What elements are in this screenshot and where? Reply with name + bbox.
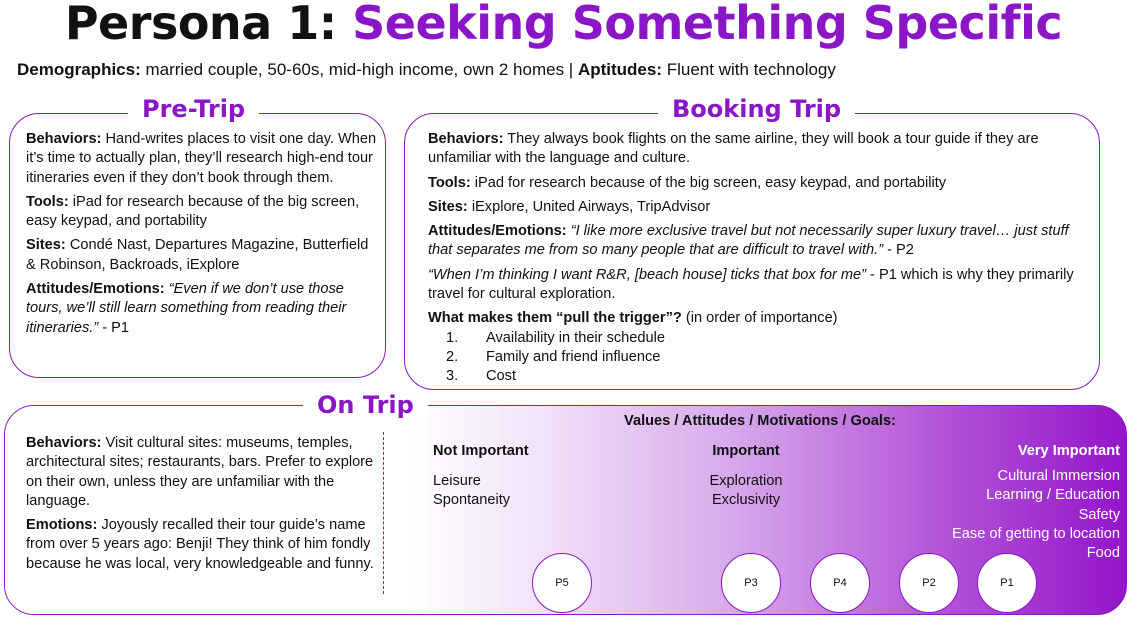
- booking-attitudes: Attitudes/Emotions: “I like more exclusive travel but not necessarily super luxury travel… just stuff that separates me from so many people that are difficult to travel with.” - P2: [428, 223, 1069, 259]
- booking-trigger: What makes them “pull the trigger”? (in order of importance): [428, 310, 838, 327]
- value-item: Safety: [1078, 506, 1120, 523]
- demographics-label: Demographics:: [17, 60, 141, 79]
- not-important-list: [433, 472, 510, 511]
- pre-trip-content: [26, 130, 378, 343]
- trigger-item: 1. Availability in their schedule: [446, 329, 666, 346]
- divider-dashed: [383, 432, 384, 594]
- participant-circle-p1: P1: [977, 553, 1037, 613]
- trigger-item: 3. Cost: [446, 368, 517, 385]
- booking-trip-title: Booking Trip: [658, 95, 855, 123]
- participant-circle-p2: P2: [899, 553, 959, 613]
- value-item: Cultural Immersion: [997, 468, 1120, 484]
- value-item: Exploration: [709, 473, 783, 489]
- title-accent: Seeking Something Specific: [352, 0, 1063, 50]
- participant-circle-p5: P5: [532, 553, 592, 613]
- page-title: [0, 0, 1127, 50]
- participant-circle-p3: P3: [721, 553, 781, 613]
- on-trip-behaviors: Behaviors: Visit cultural sites: museums, temples, architectural sites; restaurants, bars. Prefer to explore on their own, unless they are unfamiliar with the language.: [26, 435, 374, 509]
- value-item: Exclusivity: [711, 492, 781, 509]
- important-heading: Important: [712, 443, 780, 459]
- pre-trip-sites: Sites: Condé Nast, Departures Magazine, Butterfield & Robinson, Backroads, iExplore: [26, 237, 369, 273]
- demographics-value: married couple, 50-60s, mid-high income, own 2 homes |: [145, 60, 574, 79]
- aptitudes-value: Fluent with technology: [666, 60, 836, 79]
- pre-trip-attitudes: Attitudes/Emotions: “Even if we don’t use those tours, we’ll still learn something from reading their itineraries.” - P1: [26, 281, 347, 336]
- title-prefix: Persona 1:: [64, 0, 337, 50]
- trigger-item: 2. Family and friend influence: [446, 348, 661, 365]
- booking-tools: Tools: iPad for research because of the big screen, easy keypad, and portability: [428, 174, 947, 191]
- on-trip-content: [26, 434, 376, 579]
- booking-behaviors: Behaviors: They always book flights on the same airline, they will book a tour guide if they are unfamiliar with the language and culture.: [428, 131, 1039, 167]
- on-trip-title: On Trip: [303, 391, 428, 419]
- very-important-heading: Very Important: [1017, 443, 1120, 459]
- pre-trip-tools: Tools: iPad for research because of the big screen, easy keypad, and portability: [26, 193, 360, 230]
- aptitudes-label: Aptitudes:: [577, 60, 662, 79]
- very-important-list: [952, 467, 1120, 563]
- on-trip-emotions: Emotions: Joyously recalled their tour guide’s name from over 5 years ago: Benji! They think of him fondly because he was local, very knowledgeable and funny.: [26, 517, 374, 572]
- values-title: Values / Attitudes / Motivations / Goals:: [624, 413, 896, 429]
- value-item: Food: [1086, 545, 1120, 562]
- participant-circle-p4: P4: [810, 553, 870, 613]
- not-important-heading: Not Important: [433, 443, 529, 459]
- value-item: Ease of getting to location: [952, 525, 1120, 542]
- demographics-line: [17, 60, 836, 80]
- value-item: Leisure: [433, 473, 481, 489]
- value-item: Spontaneity: [433, 492, 511, 509]
- trigger-list: [446, 329, 1088, 387]
- important-list: [646, 472, 846, 511]
- pre-trip-title: Pre-Trip: [128, 95, 259, 123]
- booking-trip-content: [428, 130, 1088, 387]
- booking-quote2: “When I’m thinking I want R&R, [beach house] ticks that box for me” - P1 which is why they primarily travel for cultural exploration.: [428, 266, 1074, 303]
- booking-sites: Sites: iExplore, United Airways, TripAdvisor: [428, 198, 711, 215]
- pre-trip-behaviors: Behaviors: Hand-writes places to visit one day. When it’s time to actually plan, they’ll research high-end tour itineraries even if they don’t book through them.: [26, 131, 377, 186]
- value-item: Learning / Education: [986, 487, 1120, 504]
